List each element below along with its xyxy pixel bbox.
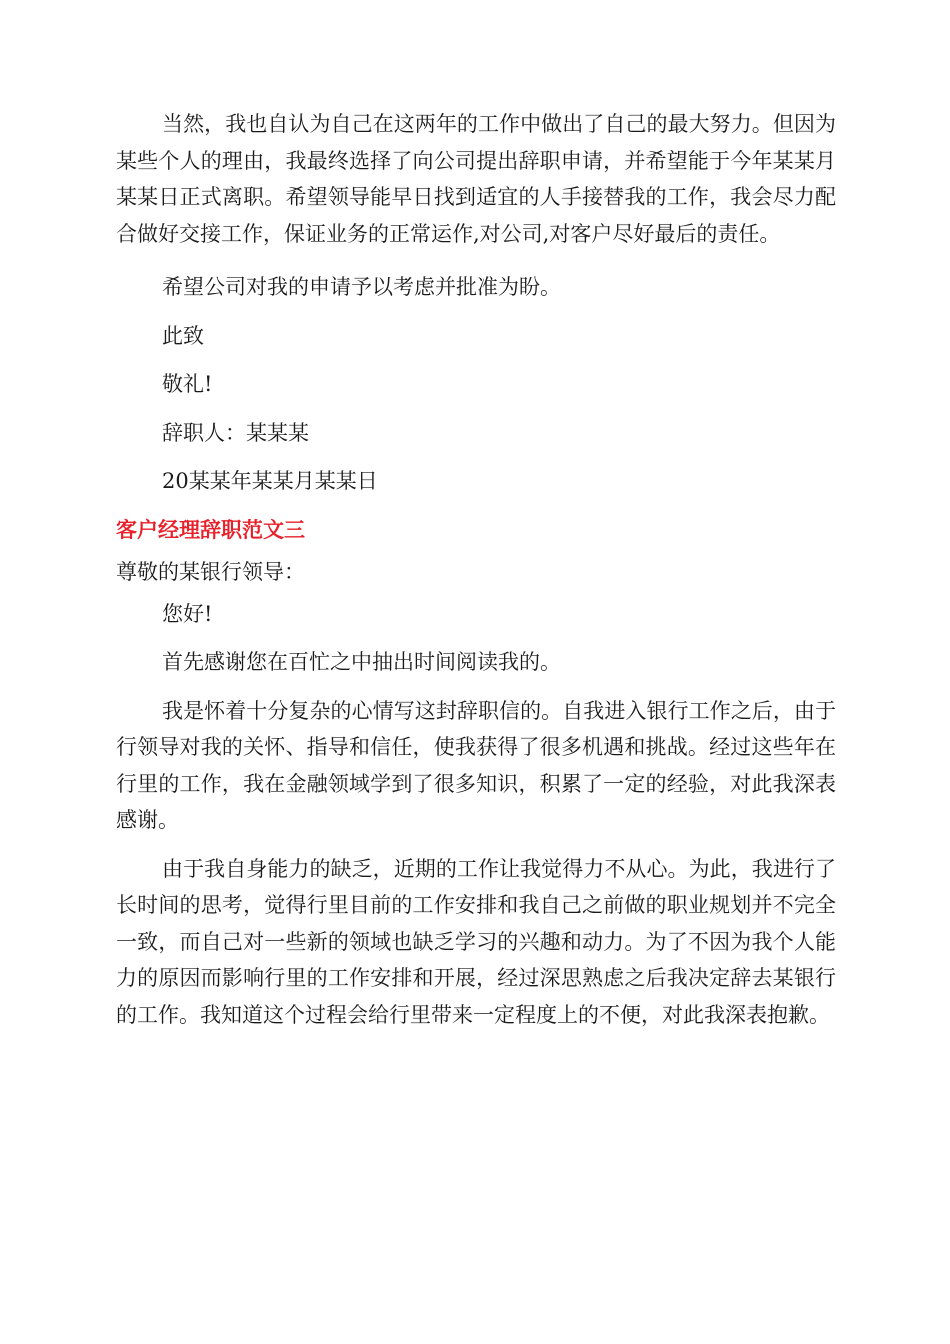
closing-cizhi: 此致 <box>162 323 204 348</box>
signature-resigner: 辞职人：某某某 <box>162 420 309 445</box>
closing-jingli: 敬礼! <box>162 372 213 396</box>
paragraph-gratitude: 我是怀着十分复杂的心情写这封辞职信的。自我进入银行工作之后，由于行领导对我的关怀、指导和信任，使我获得了很多机遇和挑战。经过这些年在行里的工作，我在金融领域学到了很多知识，积累了一定的经验，对此我深表感谢。 <box>116 698 836 832</box>
signature-date: 20某某年某某月某某日 <box>162 469 378 493</box>
section-heading: 客户经理辞职范文三 <box>116 517 305 542</box>
document-body <box>116 106 836 1033</box>
paragraph-thanks-for-reading: 首先感谢您在百忙之中抽出时间阅读我的。 <box>162 650 561 674</box>
paragraph-request-approval: 希望公司对我的申请予以考虑并批准为盼。 <box>162 275 561 299</box>
paragraph-reason-and-apology: 由于我自身能力的缺乏，近期的工作让我觉得力不从心。为此，我进行了长时间的思考，觉得行里目前的工作安排和我自己之前做的职业规划并不完全一致，而自己对一些新的领域也缺乏学习的兴趣和动力。为了不因为我个人能力的原因而影响行里的工作安排和开展，经过深思熟虑之后我决定辞去某银行的工作。我知道这个过程会给行里带来一定程度上的不便，对此我深表抱歉。 <box>116 856 836 1027</box>
paragraph-effort-and-resignation: 当然，我也自认为自己在这两年的工作中做出了自己的最大努力。但因为某些个人的理由，我最终选择了向公司提出辞职申请，并希望能于今年某某月某某日正式离职。希望领导能早日找到适宜的人手接替我的工作，我会尽力配合做好交接工作，保证业务的正常运作,对公司,对客户尽好最后的责任。 <box>116 112 836 246</box>
salutation: 尊敬的某银行领导： <box>116 559 305 584</box>
greeting: 您好! <box>162 601 213 626</box>
